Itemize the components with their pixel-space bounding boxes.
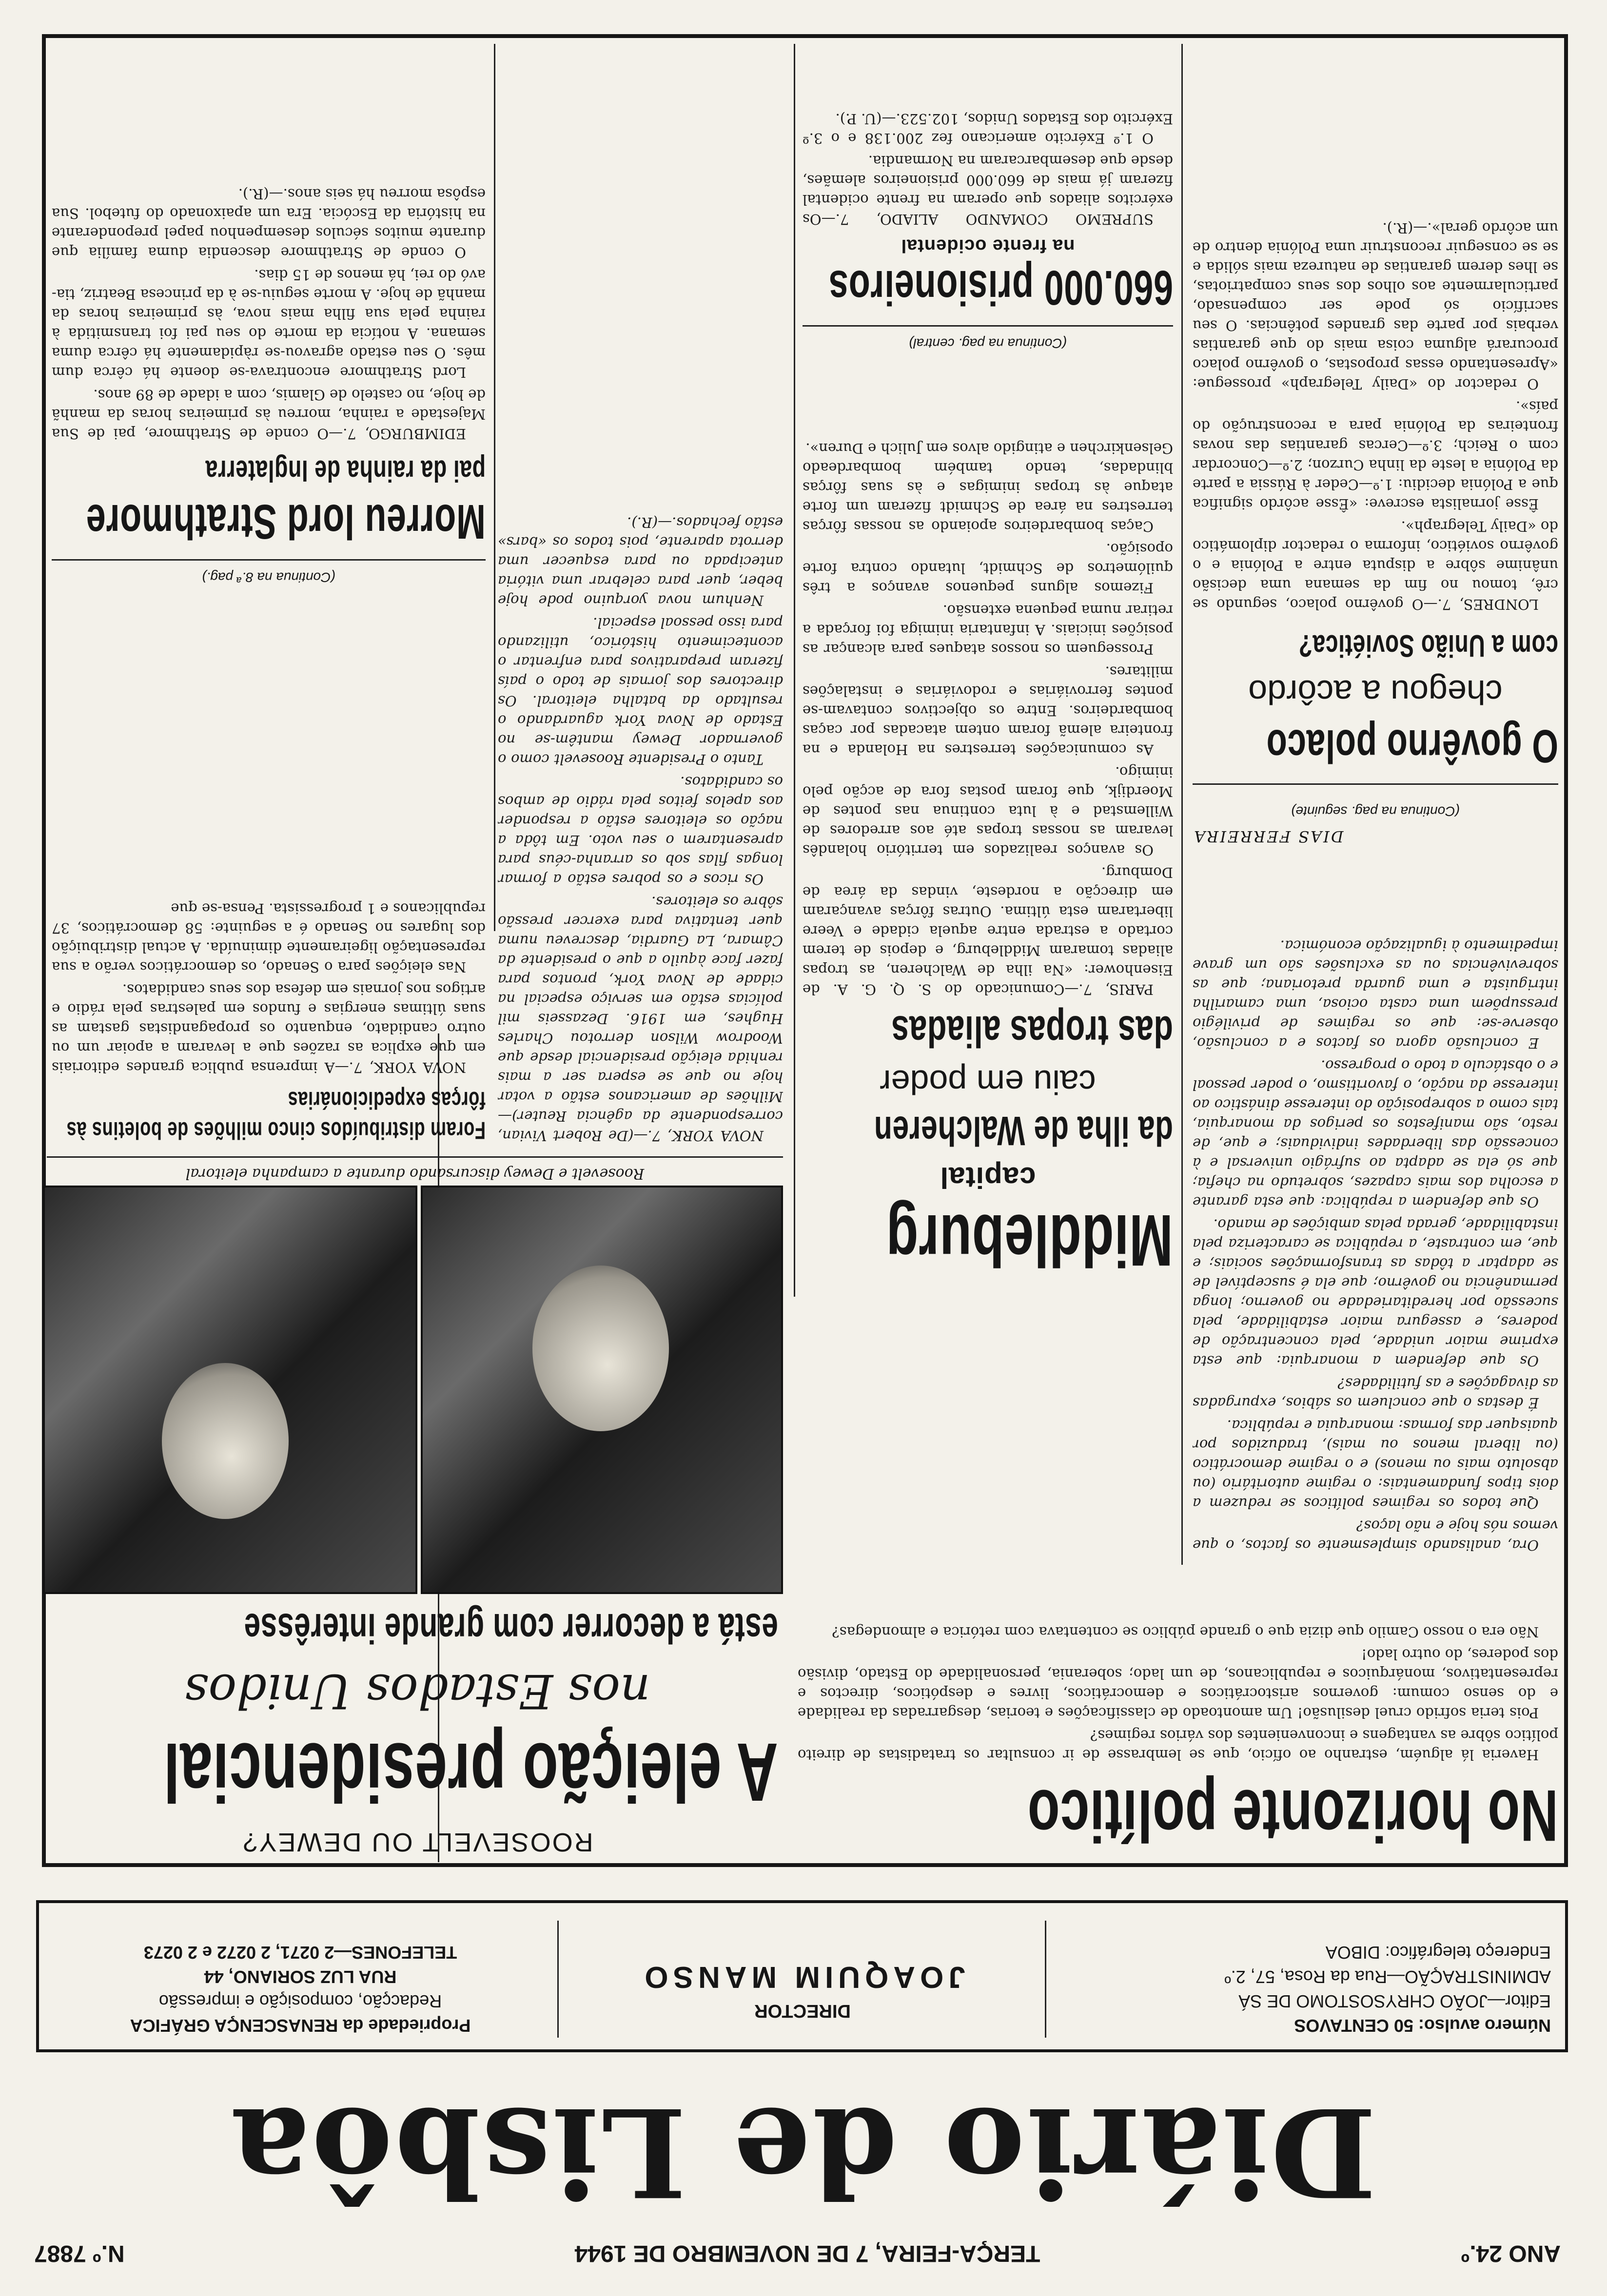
photo-face [532, 1265, 669, 1431]
photo-face [162, 1363, 289, 1519]
middleburg-title: Middleburg [885, 1200, 1173, 1282]
horizonte-p6: É destas o que concluem os sábios, expurgadas as divagações e as futilidades? [1193, 1375, 1558, 1411]
prisoners-subtitle: na frente ocidental [901, 235, 1075, 256]
horizonte-p8: Os que defendem a república: que esta garante a escolha dos mais capazes, sobretudo na chefia; que só ela se adapta ao sufrágio universal e à concessão das liberdades individuais; e que, de resto, são manifestos os perigos da monarquia, tais como a sobreposição do interesse dinástico ao interesse da nação, o favoritismo, o poder pessoal e o obstáculo a todo o progresso. [1193, 1057, 1558, 1210]
polaco-subtitle1: chegou a acôrdo [1248, 673, 1503, 711]
strathmore-column [52, 44, 486, 444]
election-p4: Nenhum nova yorquino pode hoje beber, quer para celebrar uma vitória antecipada ou para esquecer uma derrota aparente, pois todos os «bars» estão fechados.—(R.). [498, 514, 783, 609]
election-subtitle1: nos Estados Unidos [184, 1664, 650, 1718]
office-line: Redacção, composição e impressão [158, 1991, 442, 2011]
middleburg-p2: Os avanços realizados em território holandês levaram as nossas tropas até aos arredores de Willemstad e à luta continua nas pontes de Moerdijk, que foram postas fora de acção pelo inimigo. [803, 764, 1173, 858]
photo-roosevelt [43, 1186, 417, 1594]
info-left [1058, 1940, 1551, 2038]
middleburg-subtitle4: das tropas aliadas [891, 1007, 1173, 1055]
middleburg-p1: PARIS, 7.—Comunicado do S. Q. G. A. de Eisenhower: «Na ilha de Walcheren, as tropas aliadas tomaram Middleburg, e depois de terem cortado a estrada entre aquela cidade e Veere libertaram esta última. Outras fôrças avançaram em direcção a nordeste, vindas da área de Domburg. [803, 864, 1173, 998]
polaco-title: O govêrno polaco [1266, 720, 1558, 772]
strathmore-p1: EDIMBURGO, 7.—O conde de Strathmore, pai de Sua Majestade a rainha, morreu às primeiras horas da manhã de hoje, no castelo de Glamis, com a idade de 89 anos. [52, 387, 486, 442]
horizonte-p7: Os que defendem a monarquia: que esta exprime maior unidade, pela concentração de poderes, e assegura maior estabilidade, pela sucessão por hereditariedade no governo; longa permanência no govêrno; que ela é susceptível de se adaptar a tôdas as transformações sociais; e que, em contraste, a república se caracteriza pela instabilidade, gerada pelas ambições de mando. [1193, 1216, 1558, 1369]
telegraph-line: Endereço telegráfico: DIBOA [1325, 1943, 1551, 1963]
photo-caption: Roosevelt e Dewey discursando durante a campanha eleitoral [185, 1165, 645, 1182]
address-line: RUA LUZ SORIANO, 44 [204, 1967, 397, 1987]
horizonte-p2: Pois teria sofrido cruel desilusão! Um amontoado de classificações e teorias, desgarradas da realidade e do senso comum: governos aristocráticos e democráticos, livres e despóticos, directos e representativos, monárquicos e republicanos, de um lado; soberania, personalidade do Estado, divisão dos poderes, do outro lado! [798, 1646, 1558, 1721]
info-right [57, 1940, 544, 2038]
horizonte-column [1193, 853, 1558, 1555]
horizonte-continued: (Continua na pag. seguinte) [1291, 804, 1460, 819]
horizonte-p1: Haveria lá alguém, estranho ao ofício, que se lembrasse de ir consultar os tratadistas de direito político sôbre as vantagens e inconvenientes dos vários regimes? [798, 1727, 1558, 1763]
horizonte-p4: Ora, analisando simplesmente os factos, o que vemos nós hoje e não laços? [1193, 1518, 1558, 1554]
newspaper-title: Diário de Lisbôa [228, 2081, 1377, 2224]
administration-line: ADMINISTRAÇÃO—Rua da Rosa, 57, 2.º [1224, 1967, 1551, 1987]
election-column [498, 44, 783, 1146]
director-label: DIRECTOR [754, 2001, 851, 2021]
strathmore-p3: O conde de Strathmore descendia duma família que durante muitos séculos desempenhou papel preponderante na história da Escócia. Era um apaixonado do futebol. Sua espôsa morreu há seis anos.—(R.). [52, 186, 486, 261]
strathmore-title: Morreu lord Strathmore [86, 494, 486, 549]
middleburg-subtitle3: caiu em poder [880, 1063, 1096, 1101]
election-title: A eleição presidencial [163, 1726, 778, 1818]
middleburg-subtitle2: da ilha de Walcheren [874, 1108, 1173, 1154]
owner-line: Propriedade da RENASCENÇA GRÁFICA [130, 2016, 471, 2036]
issue-date: TERÇA-FEIRA, 7 DE NOVEMBRO DE 1944 [574, 2240, 1040, 2266]
ballots-p2: Nas eleições para o Senado, os democráticos verão a sua representação ligeiramente diminuída. A actual distribuição dos lugares no Senado é a seguinte: 58 democráticos, 37 republicanos e 1 progressista. Pensa-se que [52, 900, 486, 975]
horizonte-p9: E conclusão agora os factos e a conclusão, observe-se: que os regimes de privilégio pressupõem uma casta ociosa, uma camarilha intriguista e uma guarda pretoriana; que as sobrevivências ou as exclusões são um grave impedimento à igualização económica. [1193, 937, 1558, 1051]
polaco-subtitle2: com a União Soviética? [1298, 628, 1558, 663]
middleburg-p4: Prosseguem os nossos ataques para alcançar as posições iniciais. A infantaria inimiga foi forçada a retirar numa pequena extensão. [803, 602, 1173, 658]
polaco-p3: O redactor do «Daily Telegraph» prossegue: «Apresentando essas propostas, o govêrno polaco procurará alguma coisa mais do que garantias verbais por parte das grandes potências. O seu sacrifício só pode ser compensado, particularmente aos olhos dos seus compatriotas, se lhes derem garantias de natureza mais sólida e se se conseguir reconstruir uma Polónia dentro de um acôrdo geral».—(R.). [1193, 220, 1558, 392]
polaco-column [1193, 44, 1558, 614]
horizonte-signature: DIAS FERREIRA [1193, 827, 1344, 846]
middleburg-subtitle1: capital [940, 1161, 1036, 1194]
horizonte-p3: Não era o nosso Camilo que dizia que o grande público se contentava com retórica e almondegas? [832, 1624, 1539, 1640]
election-kicker: ROOSEVELT OU DEWEY? [241, 1828, 593, 1857]
prisoners-title: 660.000 prisioneiros [828, 260, 1173, 315]
horizonte-intro [798, 1560, 1558, 1765]
election-p1: NOVA YORK, 7.—(De Robert Vivian, correspondente da agência Reuter)—Milhões de americanos estão a votar hoje no que se espera ser a mais renhida eleição presidencial desde que Woodrow Wilson derrotou Charles Hughes, em 1916. Dezasseis mil polícias estão em serviço especial na cidade de Nova York, prontos para fazer face àquilo a que o presidente da Câmara, La Guardia, descreveu numa quer tentativa para exercer pressão sôbre os eleitores. [498, 894, 783, 1144]
prisoners-p2: O 1.º Exército americano fez 200.138 e o 3.º Exército dos Estados Unidos, 102.523.—(U. P.). [803, 111, 1173, 147]
prisoners-column [803, 44, 1173, 229]
photo-dewey [421, 1186, 783, 1594]
editor-line: Editor—JOÃO CHRYSOSTOMO DE SÁ [1238, 1991, 1551, 2011]
issue-number: N.º 7887 [34, 2240, 125, 2266]
election-p2: Os ricos e os pobres estão a formar longas filas sob os arranha-céus para apresentarem o seu voto. Em tôda a nação os eleitores estão a responder aos apelos feitos pela rádio de ambos os candidatos. [498, 774, 783, 888]
director-name: JOAQUIM MANSO [640, 1960, 965, 1994]
strathmore-p2: Lord Strathmore encontrava-se doente há cêrca dum mês. O seu estado agravou-se ràpidamente há cêrca duma semana. A notícia da morte do seu pai foi transmitida à rainha pela sua filha mais nova, às primeiras horas da manhã de hoje. A morte seguiu-se à da princesa Beatriz, tia-avó do rei, há menos de 15 dias. [52, 267, 486, 381]
horizonte-title: No horizonte político [1027, 1775, 1558, 1857]
middleburg-p6: Caças bombardeiros apoiando as nossas fôrças terrestres na área de Schmidt fizeram um forte ataque às tropas inimigas e às suas fôrças blindadas, tendo também bombardeado Gelsenkirchen e atingido alvos em Julich e Duren». [803, 440, 1173, 535]
ballots-p1: NOVA YORK, 7.—A imprensa publica grandes editoriais em que explica as razões que a levaram a apoiar um ou outro candidato, enquanto os propagandistas gastam as suas últimas energias e fundos em palestras pela rádio e artigos nos jornais em defesa dos seus candidatos. [52, 981, 486, 1076]
ballots-continued: (Continua na 8.ª pag.) [202, 570, 335, 585]
ballots-column [52, 590, 486, 1077]
strathmore-subtitle: pai da rainha de Inglaterra [205, 454, 486, 487]
election-p3: Tanto o Presidente Roosevelt como o governador Dewey mantêm-se no Estado de Nova York aguardando o resultado da batalha eleitoral. Os directores dos jornais de todo o país fizeram preparativos para enfrentar o acontecimento histórico, utilizando para isso pessoal especial. [498, 615, 783, 768]
election-subtitle2: está a decorrer com grande interêsse [244, 1605, 778, 1652]
ballots-title: Foram distribuídos cinco milhões de boletins às fôrças expedicionárias [66, 1087, 486, 1144]
polaco-p2: Êsse jornalista escreve: «Êsse acôrdo significa que a Polónia decidiu: 1.º—Ceder à Rússia a parte da Polónia a leste da linha Curzon; 2.º—Concordar com o Reich; 3.º—Cercas garantias das novas fronteiras da Polónia para a reconstrução do país». [1193, 398, 1558, 512]
middleburg-column [803, 356, 1173, 999]
year-label: ANO 24.º [1461, 2240, 1561, 2266]
polaco-p1: LONDRES, 7.—O govêrno polaco, segundo se crê, tomou no fim da semana uma decisão unânime sôbre a disputa entre a Polónia e o govêrno soviético, informa o redactor diplomático do «Daily Telegraph». [1193, 518, 1558, 613]
middleburg-p3: As comunicações terrestres na Holanda e na fronteira alemã foram ontem atacadas por caças bombardeiros. Entre os objectivos contavam-se pontes ferroviárias e rodoviárias e instalações militares. [803, 663, 1173, 758]
horizonte-p5: Que todos os regimes políticos se reduzem a dois tipos fundamentais: o regime autoritário (ou absoluto mais ou menos) e o regime democrático (ou liberal menos ou mais), traduzidos por quaisquer das formas: monarquia e república. [1193, 1417, 1558, 1512]
info-center [568, 1955, 1037, 2023]
middleburg-continued: (Continua na pag. central) [909, 336, 1067, 351]
prisoners-p1: SUPREMO COMANDO ALIADO, 7.—Os exércitos aliados que operam na frente ocidental fizeram já mais de 660.000 prisioneiros alemães, desde que desembarcaram na Normandia. [803, 153, 1173, 228]
phones-line: TELEFONES—2 0271, 2 0272 e 2 0273 [143, 1943, 457, 1963]
price-line: Número avulso: 50 CENTAVOS [1294, 2016, 1551, 2036]
middleburg-p5: Fizemos alguns pequenos avanços a três quilómetros de Schmidt, lutando contra forte oposição. [803, 541, 1173, 596]
